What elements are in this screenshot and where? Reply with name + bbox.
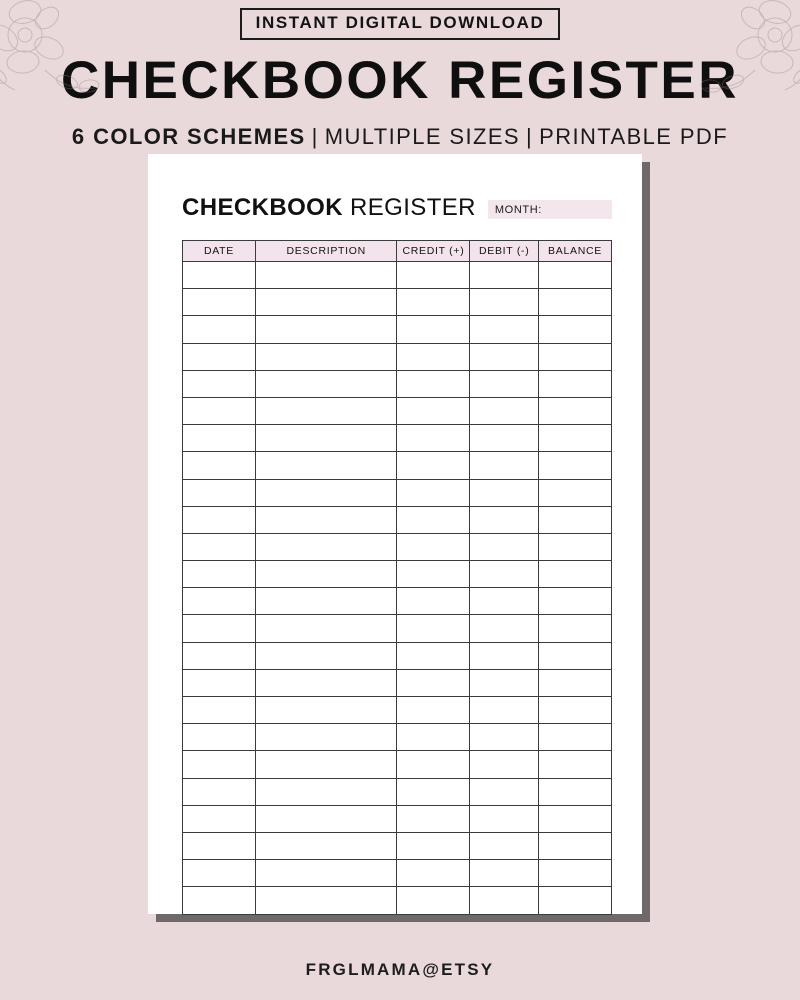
table-row (183, 697, 612, 724)
table-row (183, 262, 612, 289)
table-cell[interactable] (397, 887, 470, 914)
table-cell[interactable] (470, 262, 539, 289)
table-cell[interactable] (255, 588, 397, 615)
table-cell[interactable] (470, 533, 539, 560)
table-cell[interactable] (470, 588, 539, 615)
table-cell[interactable] (183, 397, 256, 424)
table-cell[interactable] (470, 289, 539, 316)
table-cell[interactable] (183, 669, 256, 696)
table-cell[interactable] (183, 425, 256, 452)
table-cell[interactable] (397, 289, 470, 316)
instant-download-badge: INSTANT DIGITAL DOWNLOAD (240, 8, 561, 40)
table-cell[interactable] (255, 479, 397, 506)
table-cell[interactable] (539, 479, 612, 506)
register-table-body (183, 262, 612, 915)
table-cell[interactable] (183, 452, 256, 479)
column-header-balance: BALANCE (539, 241, 612, 262)
table-cell[interactable] (470, 506, 539, 533)
table-cell[interactable] (255, 615, 397, 642)
table-cell[interactable] (183, 887, 256, 914)
feature-multiple-sizes: MULTIPLE SIZES (324, 123, 520, 149)
feature-separator-2: | (526, 123, 534, 149)
table-cell[interactable] (539, 561, 612, 588)
table-cell[interactable] (183, 751, 256, 778)
table-cell[interactable] (470, 860, 539, 887)
column-header-description: DESCRIPTION (255, 241, 397, 262)
table-row (183, 533, 612, 560)
month-field[interactable] (488, 200, 612, 219)
table-cell[interactable] (470, 832, 539, 859)
table-row (183, 370, 612, 397)
table-cell[interactable] (183, 506, 256, 533)
table-row (183, 805, 612, 832)
table-cell[interactable] (397, 860, 470, 887)
table-cell[interactable] (539, 697, 612, 724)
table-cell[interactable] (255, 452, 397, 479)
table-cell[interactable] (539, 832, 612, 859)
table-cell[interactable] (539, 860, 612, 887)
feature-printable-pdf: PRINTABLE PDF (539, 123, 729, 149)
table-row (183, 479, 612, 506)
table-cell[interactable] (183, 561, 256, 588)
table-cell[interactable] (470, 316, 539, 343)
table-cell[interactable] (539, 506, 612, 533)
table-cell[interactable] (255, 425, 397, 452)
table-row (183, 588, 612, 615)
table-row (183, 669, 612, 696)
table-cell[interactable] (183, 370, 256, 397)
table-cell[interactable] (470, 425, 539, 452)
table-cell[interactable] (539, 669, 612, 696)
table-cell[interactable] (397, 452, 470, 479)
table-cell[interactable] (255, 697, 397, 724)
table-cell[interactable] (470, 479, 539, 506)
table-cell[interactable] (397, 262, 470, 289)
table-cell[interactable] (183, 588, 256, 615)
table-cell[interactable] (255, 778, 397, 805)
table-cell[interactable] (255, 724, 397, 751)
table-cell[interactable] (397, 642, 470, 669)
shop-credit: FRGLMAMA@ETSY (305, 960, 495, 979)
table-cell[interactable] (255, 289, 397, 316)
table-row (183, 832, 612, 859)
table-cell[interactable] (255, 370, 397, 397)
table-cell[interactable] (539, 588, 612, 615)
table-cell[interactable] (183, 697, 256, 724)
table-cell[interactable] (397, 588, 470, 615)
table-row (183, 316, 612, 343)
table-cell[interactable] (255, 642, 397, 669)
table-cell[interactable] (183, 778, 256, 805)
table-cell[interactable] (255, 887, 397, 914)
table-cell[interactable] (539, 751, 612, 778)
table-cell[interactable] (397, 697, 470, 724)
table-row (183, 887, 612, 914)
table-cell[interactable] (183, 615, 256, 642)
printable-page-preview (148, 154, 642, 914)
table-cell[interactable] (470, 805, 539, 832)
table-cell[interactable] (539, 370, 612, 397)
month-label: MONTH: (494, 203, 542, 216)
table-cell[interactable] (539, 887, 612, 914)
table-cell[interactable] (397, 805, 470, 832)
table-cell[interactable] (255, 805, 397, 832)
table-cell[interactable] (397, 316, 470, 343)
table-cell[interactable] (539, 533, 612, 560)
table-cell[interactable] (255, 860, 397, 887)
feature-color-schemes: 6 COLOR SCHEMES (71, 123, 306, 149)
table-cell[interactable] (397, 533, 470, 560)
column-header-credit: CREDIT (+) (397, 241, 470, 262)
table-cell[interactable] (539, 425, 612, 452)
table-cell[interactable] (539, 343, 612, 370)
table-cell[interactable] (397, 615, 470, 642)
table-cell[interactable] (183, 805, 256, 832)
table-row (183, 343, 612, 370)
register-table (182, 240, 612, 915)
table-cell[interactable] (397, 397, 470, 424)
table-row (183, 751, 612, 778)
table-cell[interactable] (397, 832, 470, 859)
table-cell[interactable] (397, 370, 470, 397)
table-cell[interactable] (539, 778, 612, 805)
table-cell[interactable] (397, 778, 470, 805)
column-header-debit: DEBIT (-) (470, 241, 539, 262)
table-cell[interactable] (397, 506, 470, 533)
page-title: CHECKBOOK REGISTER (60, 50, 740, 110)
table-cell[interactable] (255, 343, 397, 370)
table-row (183, 860, 612, 887)
table-cell[interactable] (470, 697, 539, 724)
column-header-date: DATE (183, 241, 256, 262)
table-cell[interactable] (183, 343, 256, 370)
table-row (183, 778, 612, 805)
table-cell[interactable] (255, 397, 397, 424)
document-title-bold: CHECKBOOK (182, 194, 343, 221)
document-title-light: REGISTER (350, 194, 476, 221)
table-cell[interactable] (539, 724, 612, 751)
table-cell[interactable] (183, 724, 256, 751)
table-cell[interactable] (539, 805, 612, 832)
table-cell[interactable] (539, 452, 612, 479)
table-cell[interactable] (470, 778, 539, 805)
table-cell[interactable] (470, 397, 539, 424)
table-cell[interactable] (470, 452, 539, 479)
table-cell[interactable] (183, 642, 256, 669)
table-cell[interactable] (255, 669, 397, 696)
table-row (183, 425, 612, 452)
table-cell[interactable] (397, 724, 470, 751)
table-cell[interactable] (470, 370, 539, 397)
table-cell[interactable] (470, 343, 539, 370)
table-cell[interactable] (470, 751, 539, 778)
table-cell[interactable] (397, 343, 470, 370)
table-cell[interactable] (470, 642, 539, 669)
table-cell[interactable] (255, 506, 397, 533)
table-cell[interactable] (470, 561, 539, 588)
table-cell[interactable] (183, 479, 256, 506)
table-cell[interactable] (183, 860, 256, 887)
table-cell[interactable] (470, 887, 539, 914)
table-cell[interactable] (183, 316, 256, 343)
table-cell[interactable] (255, 561, 397, 588)
feature-line (0, 125, 800, 149)
table-cell[interactable] (470, 615, 539, 642)
table-cell[interactable] (255, 533, 397, 560)
table-cell[interactable] (397, 425, 470, 452)
table-cell[interactable] (397, 561, 470, 588)
table-row (183, 506, 612, 533)
table-cell[interactable] (397, 669, 470, 696)
table-row (183, 452, 612, 479)
table-cell[interactable] (539, 316, 612, 343)
table-row (183, 289, 612, 316)
table-cell[interactable] (183, 262, 256, 289)
table-row (183, 642, 612, 669)
table-cell[interactable] (183, 289, 256, 316)
table-row (183, 397, 612, 424)
table-cell[interactable] (539, 262, 612, 289)
badge-container (0, 0, 800, 40)
table-row (183, 615, 612, 642)
table-cell[interactable] (470, 724, 539, 751)
feature-separator-1: | (311, 123, 319, 149)
table-cell[interactable] (397, 751, 470, 778)
table-cell[interactable] (470, 669, 539, 696)
table-cell[interactable] (255, 751, 397, 778)
table-cell[interactable] (183, 832, 256, 859)
table-cell[interactable] (255, 262, 397, 289)
table-cell[interactable] (397, 479, 470, 506)
table-cell[interactable] (539, 289, 612, 316)
table-cell[interactable] (539, 642, 612, 669)
table-header-row (183, 241, 612, 262)
table-row (183, 561, 612, 588)
table-cell[interactable] (539, 615, 612, 642)
table-cell[interactable] (255, 832, 397, 859)
table-cell[interactable] (255, 316, 397, 343)
table-cell[interactable] (539, 397, 612, 424)
table-row (183, 724, 612, 751)
document-title-row (182, 194, 612, 222)
table-cell[interactable] (183, 533, 256, 560)
document-title (182, 194, 476, 222)
